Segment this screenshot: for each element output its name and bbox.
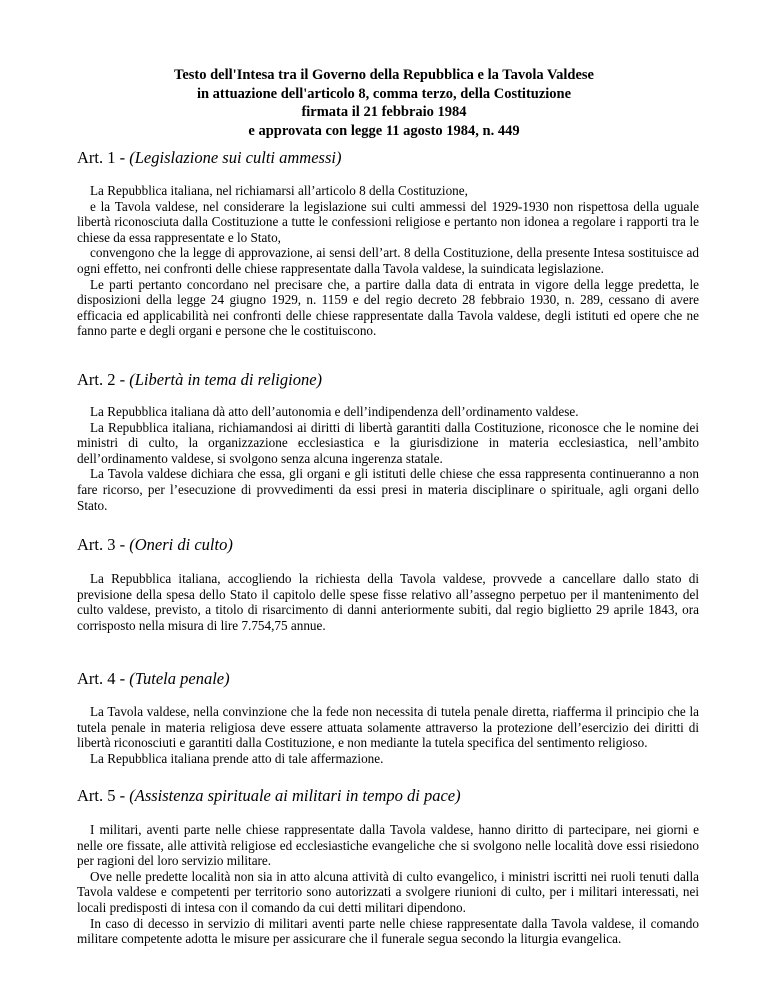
article-subtitle: (Tutela penale) [129, 669, 230, 688]
paragraph: La Repubblica italiana dà atto dell’autonomia e dell’indipendenza dell’ordinamento valdese. [90, 404, 579, 419]
title-line: firmata il 21 febbraio 1984 [301, 104, 467, 120]
paragraph: La Tavola valdese, nella convinzione che la fede non necessita di tutela penale diretta, riafferma il principio che la tutela penale in materia religiosa deve essere attuata solamente attraverso la protezione dell’esercizio dei diritti di libertà riconosciuti e garantiti dalla Costituzione, e non mediante la tutela specifica del sentimento religioso. [77, 704, 699, 751]
article-subtitle: (Assistenza spirituale ai militari in tempo di pace) [129, 786, 461, 805]
paragraph: I militari, aventi parte nelle chiese rappresentate dalla Tavola valdese, hanno diritto di partecipare, nei giorni e nelle ore fissate, alle attività religiose ed ecclesiastiche evangeliche che si svolgono nelle località dove essi risiedono per ragioni del loro servizio militare. [77, 822, 699, 869]
article-heading [77, 669, 230, 689]
article-number: Art. 2 - [77, 370, 126, 389]
article-body [77, 822, 699, 947]
article-body [77, 704, 699, 766]
article-heading [77, 148, 341, 168]
paragraph: convengono che la legge di approvazione, ai sensi dell’art. 8 della Costituzione, della presente Intesa sostituisce ad ogni effetto, nei confronti delle chiese rappresentate dalla Tavola valdese, la suindicata legislazione. [77, 245, 699, 276]
paragraph: La Repubblica italiana, nel richiamarsi all’articolo 8 della Costituzione, [90, 183, 468, 198]
title-line: in attuazione dell'articolo 8, comma terzo, della Costituzione [196, 85, 572, 102]
article-subtitle: (Libertà in tema di religione) [129, 370, 323, 389]
article-heading [77, 370, 322, 390]
article-number: Art. 3 - [77, 535, 126, 554]
paragraph: e la Tavola valdese, nel considerare la legislazione sui culti ammessi del 1929-1930 non rispettosa della uguale libertà riconosciuta dalla Costituzione a tutte le confessioni religiose e pertanto non idonea a regolare i rapporti tra le chiese da essa rappresentate e lo Stato, [77, 198, 699, 245]
paragraph: Le parti pertanto concordano nel precisare che, a partire dalla data di entrata in vigore della legge predetta, le disposizioni della legge 24 giugno 1929, n. 1159 e del regio decreto 28 febbraio 1930, n. 289, cessano di avere efficacia ed applicabilità nei confronti delle chiese rappresentate dalla Tavola valdese, degli istituti ed opere che ne fanno parte e degli organi e persone che le costituiscono. [77, 276, 699, 339]
article-body [77, 183, 699, 339]
paragraph: La Repubblica italiana, accogliendo la richiesta della Tavola valdese, provvede a cancellare dallo stato di previsione della spesa dello Stato il capitolo delle spese fisse relativo all’assegno perpetuo per il mantenimento del culto valdese, previsto, a titolo di risarcimento di danni anteriormente subiti, dal regio biglietto 29 aprile 1843, ora corrisposto nella misura di lire 7.754,75 annue. [77, 571, 699, 633]
paragraph: Ove nelle predette località non sia in atto alcuna attività di culto evangelico, i ministri iscritti nei ruoli tenuti dalla Tavola valdese e competenti per territorio sono autorizzati a svolgere riunioni di culto, per i militari interessati, nei locali predisposti di intesa con il comando da cui detti militari dipendono. [77, 868, 699, 915]
article-number: Art. 1 - [77, 148, 126, 167]
article-subtitle: (Legislazione sui culti ammessi) [129, 148, 342, 167]
article-number: Art. 4 - [77, 669, 126, 688]
paragraph: In caso di decesso in servizio di militari aventi parte nelle chiese rappresentate dalla Tavola valdese, il comando militare competente adotta le misure per assicurare che il funerale segua secondo la liturgia evangelica. [77, 915, 699, 947]
article-heading [77, 535, 233, 555]
article-body [77, 571, 699, 633]
article-heading [77, 786, 461, 806]
paragraph: La Repubblica italiana, richiamandosi ai diritti di libertà garantiti dalla Costituzione, riconosce che le nomine dei ministri di culto, la organizzazione ecclesiastica e la giurisdizione in materia ecclesiastica, nell’ambito dell’ordinamento valdese, si svolgono senza alcuna ingerenza statale. [77, 419, 699, 466]
article-body [77, 404, 699, 513]
paragraph: La Repubblica italiana prende atto di tale affermazione. [90, 750, 384, 766]
article-subtitle: (Oneri di culto) [129, 535, 233, 554]
title-line: Testo dell'Intesa tra il Governo della Repubblica e la Tavola Valdese [173, 67, 594, 83]
paragraph: La Tavola valdese dichiara che essa, gli organi e gli istituti delle chiese che essa rappresenta continueranno a non fare ricorso, per l’esecuzione di provvedimenti da essi presi in materia disciplinare o spirituale, agli organi dello Stato. [77, 466, 699, 513]
title-line: e approvata con legge 11 agosto 1984, n. 449 [248, 122, 520, 139]
document-title [0, 66, 768, 140]
article-number: Art. 5 - [77, 786, 126, 805]
